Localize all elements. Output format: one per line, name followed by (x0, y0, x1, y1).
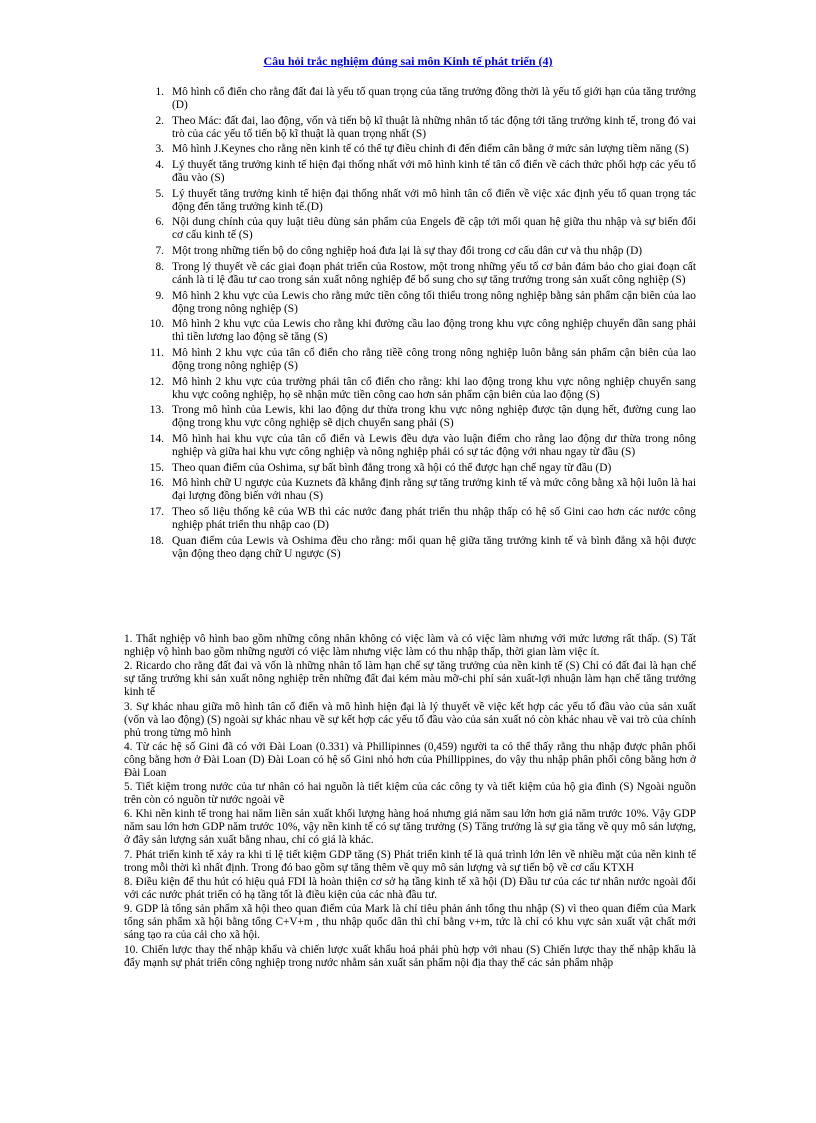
answer-paragraph: 8. Điều kiện để thu hút có hiệu quả FDI là hoàn thiện cơ sở hạ tầng kinh tế xã hội (D) Đầu tư của các tư nhân nước ngoài đối với các nước phát triển có hạ tầng tốt là điều kiện của các nhà đầu tư. (124, 876, 696, 902)
question-text: Lý thuyết tăng trưởng kinh tế hiện đại thống nhất với mô hình tân cổ điển về việc xác định yếu tố quan trọng tác động đến tăng trưởng kinh tế.(D) (172, 187, 696, 213)
question-number: 15. (149, 461, 164, 474)
question-text: Mô hình 2 khu vực của Lewis cho rằng mức tiền công tối thiểu trong nông nghiệp bằng sản phẩm cận biên của lao động trong nông nghiệp (S) (172, 289, 696, 315)
question-text: Theo số liệu thống kê của WB thì các nước đang phát triển thu nhập thấp có hệ số Gini cao hơn các nước công nghiệp phát triển thu nhập cao (D) (172, 506, 696, 531)
answer-paragraph: 7. Phát triển kinh tế xảy ra khi tỉ lệ tiết kiệm GDP tăng (S) Phát triển kinh tế là quá trình lớn lên về nhiều mặt của nền kinh tế trong mỗi thời kì nhất định. Trong đó bao gồm sự tăng thêm về quy mô sản lượng và sự tiến bộ về cơ cấu KTXH (124, 848, 696, 874)
question-text: Mô hình chữ U ngược của Kuznets đã khẳng định rằng sự tăng trưởng kinh tế và mức công bằng xã hội luôn là hai đại lượng đồng biến với nhau (S) (172, 477, 696, 503)
question-number: 5. (155, 187, 164, 200)
question-item (140, 143, 696, 156)
question-item (140, 347, 696, 373)
question-item (140, 115, 696, 141)
answer-paragraph: 3. Sự khác nhau giữa mô hình tân cổ điển và mô hình hiện đại là lý thuyết về việc kết hợp các yếu tố đầu vào của sản xuất (vốn và lao động) (S) ngoài sự khác nhau về sự kết hợp các yếu tố đầu vào của sản xuất nó còn khác nhau về vai trò của chính phủ trong từng mô hình (124, 700, 696, 739)
question-item (140, 159, 696, 185)
question-item (140, 86, 696, 112)
question-text: Theo quan điểm của Oshima, sự bất bình đẳng trong xã hội có thể được hạn chế ngay từ đầu (D) (172, 461, 612, 474)
question-list (140, 86, 696, 563)
question-number: 10. (149, 318, 164, 331)
question-text: Mô hình 2 khu vực của trường phái tân cổ điển cho rằng: khi lao động trong khu vực nông nghiệp chuyển sang khu vực coông nghiệp, họ sẽ nhận mức tiền công cao hơn sản phẩm cận biên của lao động (S) (172, 375, 696, 401)
question-number: 1. (155, 86, 164, 98)
question-item (140, 462, 696, 475)
question-text: Theo Mác: đất đai, lao động, vốn và tiến bộ kĩ thuật là những nhân tố tác động tới tăng trưởng kinh tế, trong đó vai trò của các yếu tố tiến bộ kĩ thuật là quan trọng nhất (S) (172, 114, 696, 140)
question-item (140, 376, 696, 402)
answer-paragraph: 6. Khi nền kinh tế trong hai năm liền sản xuất khối lượng hàng hoá nhưng giá năm sau lớn hơn giá năm trước 10%. Vậy GDP năm sau lớn hơn GDP năm trước 10%, vậy nền kinh tế có sự tăng trưởng (S) Tăng trưởng là sự gia tăng về quy mô sản lượng, ở đây sản lượng sản xuất bằng nhau, chỉ có giá là khác. (124, 808, 696, 847)
answer-paragraph: 9. GDP là tổng sản phẩm xã hội theo quan điểm của Mark là chỉ tiêu phản ánh tổng thu nhập (S) vì theo quan điểm của Mark tổng sản phẩm xã hội bằng tổng C+V+m , thu nhập quốc dân thì chỉ bằng v+m, tức là chỉ có khu vực sản xuất vật chất mới sáng tạo ra của cải cho xã hội. (124, 903, 696, 942)
answer-paragraph: 4. Từ các hệ số Gini đã có với Đài Loan (0.331) và Phillipinnes (0,459) người ta có thể thấy rằng thu nhập được phân phối công bằng hơn ở Đài Loan (D) Đài Loan có hệ số Gini nhỏ hơn của Phillippines, do vậy thu nhập phân phối công bằng hơn ở Đài Loan (124, 740, 696, 779)
question-text: Mô hình hai khu vực của tân cổ điển và Lewis đều dựa vào luận điểm cho rằng lao động dư thừa trong nông nghiệp và giữa hai khu vực công nghiệp và nông nghiệp phải có sự tác động với nhau ngay từ đầu (S) (172, 432, 696, 458)
answer-paragraph: 10. Chiến lược thay thế nhập khẩu và chiến lược xuất khẩu hoá phải phù hợp với nhau (S) Chiến lược thay thế nhập khẩu là đẩy mạnh sự phát triển công nghiệp trong nước nhằm sản xuất sản phẩm nội địa thay thế các sản phẩm nhập (124, 943, 696, 969)
question-number: 12. (149, 375, 164, 388)
answer-paragraph: 5. Tiết kiệm trong nước của tư nhân có hai nguồn là tiết kiệm của các công ty và tiết kiệm của hộ gia đình (S) Ngoài nguồn trên còn có nguồn từ nước ngoài về (124, 781, 696, 807)
document-title[interactable]: Câu hỏi trắc nghiệm đúng sai môn Kinh tế phát triển (4) (263, 54, 553, 68)
question-text: Nội dung chính của quy luật tiêu dùng sản phẩm của Engels đề cập tới mối quan hệ giữa thu nhập và sự biến đổi cơ cấu kinh tế (S) (172, 216, 696, 242)
question-number: 18. (149, 534, 164, 547)
question-number: 6. (155, 216, 164, 229)
answer-paragraph: 2. Ricardo cho rằng đất đai và vốn là những nhân tố làm hạn chế sự tăng trưởng của nền kinh tế (S) Chỉ có đất đai là hạn chế sự tăng trưởng khi sản xuất nông nghiệp trên những đất đai kém màu mỡ-chi phí sản xuất-lợi nhuận làm hạn chế tăng trưởng kinh tế (124, 660, 696, 699)
question-text: Một trong những tiến bộ do công nghiệp hoá đưa lại là sự thay đổi trong cơ cấu dân cư và thu nhập (D) (172, 245, 643, 258)
answer-paragraph: 1. Thất nghiệp vô hình bao gồm những công nhân không có việc làm và có việc làm nhưng với mức lương rất thấp. (S) Tất nghiệp vộ hình bao gồm những người có việc làm nhưng việc làm có thu nhập thấp, thời gian làm việc ít. (124, 633, 696, 658)
question-number: 9. (155, 289, 164, 302)
question-text: Mô hình cổ điển cho rằng đất đai là yếu tố quan trọng của tăng trưởng đồng thời là yếu tố giới hạn của tăng trưởng (D) (172, 86, 696, 111)
question-item (140, 404, 696, 430)
question-text: Lý thuyết tăng trưởng kinh tế hiện đại thống nhất với mô hình kinh tế tân cổ điển về cách thức phối hợp các yếu tố đầu vào (S) (172, 159, 696, 185)
question-item (140, 290, 696, 316)
question-number: 8. (155, 260, 164, 273)
question-text: Mô hình J.Keynes cho rằng nền kinh tế có thể tự điều chỉnh đi đến điểm cân bằng ở mức sản lượng tiềm năng (S) (172, 143, 689, 156)
question-number: 16. (149, 477, 164, 490)
question-number: 17. (149, 506, 164, 518)
question-item (140, 318, 696, 344)
question-item (140, 506, 696, 532)
question-number: 14. (149, 432, 164, 445)
question-number: 2. (155, 114, 164, 127)
question-text: Mô hình 2 khu vực của tân cổ điển cho rằng tiềề công trong nông nghiệp luôn bằng sản phẩm cận biên của lao động trong nông nghiệp (S) (172, 346, 696, 372)
question-item (140, 535, 696, 561)
question-text: Quan điểm của Lewis và Oshima đều cho rằng: mối quan hệ giữa tăng trưởng kinh tế và bình đẳng xã hội được vận động theo dạng chữ U ngược (S) (172, 534, 696, 560)
question-text: Trong lý thuyết về các giai đoạn phát triển của Rostow, một trong những yếu tố cơ bản đảm bảo cho giai đoạn cất cánh là tỉ lệ đầu tư cao trong sản xuất nông nghiệp để bổ sung cho sự tăng trưởng trong sản xuất công nghiệp (S) (172, 260, 696, 286)
question-number: 7. (155, 245, 164, 258)
question-number: 4. (155, 159, 164, 172)
question-number: 3. (155, 143, 164, 156)
question-text: Mô hình 2 khu vực của Lewis cho rằng khi đường cầu lao động trong khu vực công nghiệp chuyển dần sang phải thì tiền lương lao động sẽ tăng (S) (172, 318, 696, 344)
answer-list (124, 633, 696, 971)
question-item (140, 188, 696, 214)
question-item (140, 261, 696, 287)
question-item (140, 245, 696, 258)
question-item (140, 433, 696, 459)
question-item (140, 216, 696, 242)
question-item (140, 477, 696, 503)
question-text: Trong mô hình của Lewis, khi lao động dư thừa trong khu vực nông nghiệp được tận dụng hết, đường cung lao động trong khu vực công nghiệp sẽ dịch chuyển sang phải (S) (172, 404, 696, 430)
question-number: 11. (150, 346, 164, 359)
question-number: 13. (149, 404, 164, 417)
